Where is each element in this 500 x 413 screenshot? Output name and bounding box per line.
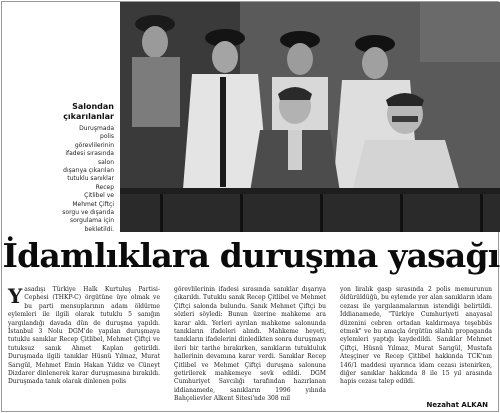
caption-line: sorgu ve dışarıda xyxy=(62,209,114,217)
caption-line: sorgulama için xyxy=(70,217,114,225)
caption-title-line: Salondan xyxy=(72,102,114,111)
article-column-3 xyxy=(340,286,492,398)
caption-line: tutuklu sanıklar xyxy=(67,175,114,183)
caption-line: görevlilerinin xyxy=(74,141,114,149)
article-column-1 xyxy=(8,286,160,398)
caption-text xyxy=(8,125,114,234)
caption-line: dışarıya çıkarılan xyxy=(63,167,114,175)
caption-line: salon xyxy=(98,158,114,166)
article-column-1-text: asadışı Türkiye Halk Kurtuluş Partisi-Cephesi (THKP-C) örgütüne üye olmak ve bu parti mensuplarının adam öldürme eylemleri ile ilgili olarak tutuklu 5 sanığın yargılandığı davada dün de duruşma yapıldı. İstanbul 3 Nolu DGM'de yapılan duruşmaya tutuklu sanıklar Recep Çitlibel, Mehmet Çiftçi ve tutuksuz sanık Ahmet Kaplan getirildi. Duruşmada ilgili tanıklar Hüsnü Yılmaz, Murat Sarıgül, Mehmet Emin Hakan Yıldız ve Cüneyt Dizdarer dinlenerek karar duruşmasına bırakıldı. Duruşmada tanık olarak dinlenen polis xyxy=(8,286,160,386)
caption-title xyxy=(8,102,114,122)
drop-cap: Y xyxy=(8,284,23,308)
caption-line: Recep xyxy=(95,183,114,191)
byline: Nezahat ALKAN xyxy=(426,401,488,409)
article-column-2 xyxy=(174,286,326,403)
article-column-3-text: yon liralık gasp sırasında 2 polis memurunun öldürüldüğü, bu eylemde yer alan sanıkların idam cezası ile yargılanmalarının istendiği belirtildi. İddianamede, "Türkiye Cumhuriyeti anayasal düzenini cebren ortadan kaldırmaya teşebbüs etmek" ve bu amaçla örgütün silahlı propaganda eylemleri yaptığı kaydedildi. Sanıklar Mehmet Çiftçi, Hüsnü Yılmaz, Murat Sarıgül, Mustafa Ateşçiner ve Recep Çitlibel hakkında TCK'nın 146/1 maddesi uyarınca idam cezası istenirken, diğer sanıklar hakkında 8 ile 15 yıl arasında hapis cezası talep edildi. xyxy=(340,286,492,386)
article-body xyxy=(8,284,494,403)
courtroom-photo xyxy=(120,2,500,232)
article-column-2-text: görevlilerinin ifadesi sırasında sanıklar dışarıya çıkarıldı. Tutuklu sanık Recep Çitlibel ve Mehmet Çiftçi salonda bulundu. Sanık Mehmet Çiftçi bu sözleri söyledi: Bunun üzerine mahkeme ara karar aldı. Yerleri ayrılan mahkeme salonunda tanıkların ifadeleri alındı. Mahkeme heyeti, tanıkların ifadelerini dinledikten sonra duruşmayı ileri bir tarihe bırakırken, sanıkların tutukluluk hallerinin devamına karar verdi. Sanıklar Recep Çitlibel ve Mehmet Çiftçi duruşma salonuna getirilerek mahkemeye sevk edildi. DGM Cumhuriyet Savcılığı tarafından hazırlanan iddianamede, sanıkların 1996 yılında Bahçelievler Alkent Sitesi'nde 308 mil xyxy=(174,286,326,403)
photo-caption xyxy=(8,102,120,234)
caption-line: bekletildi. xyxy=(84,225,114,233)
courtroom-railing xyxy=(120,188,500,232)
caption-line: Duruşmada xyxy=(79,125,114,132)
caption-line: Çitlibel ve xyxy=(84,192,114,200)
caption-line: ifadesi sırasında xyxy=(65,150,114,158)
caption-line: polis xyxy=(100,133,114,141)
caption-title-line: çıkarılanlar xyxy=(63,112,114,121)
newspaper-clipping xyxy=(1,1,499,412)
headline: İdamlıklara duruşma yasağı xyxy=(2,236,500,275)
caption-line: Mehmet Çiftçi xyxy=(72,200,114,208)
